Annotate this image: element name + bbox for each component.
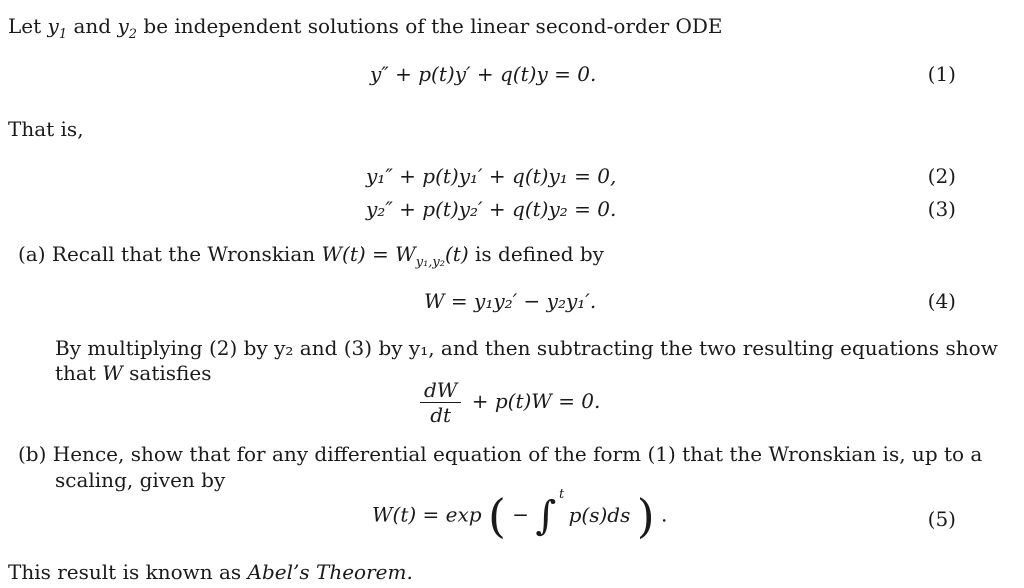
wronskian-ode: [420, 378, 600, 427]
integral-sign: ∫ t: [535, 487, 565, 539]
part-a-label: (a): [18, 242, 46, 266]
equation-3-number: (3): [927, 197, 956, 221]
part-a-line: [18, 241, 604, 270]
part-a-text-after: is defined by: [475, 242, 604, 266]
intro-let: Let: [8, 14, 42, 38]
equation-1-number: (1): [927, 62, 956, 86]
part-a-wronskian-expr: $W(t) = W_{y_1,y_2}(t)$: [321, 242, 469, 270]
part-a-text-before: Recall that the Wronskian: [51, 242, 316, 266]
part-b-label: (b): [18, 442, 47, 466]
equation-2-number: (2): [927, 164, 956, 188]
equation-2: y₁″ + p(t)y₁′ + q(t)y₁ = 0,: [366, 164, 617, 188]
equation-4-number: (4): [927, 289, 956, 313]
intro-y1: $y_1$: [47, 14, 68, 42]
intro-and: and: [73, 14, 112, 38]
abel-theorem-name: Abel’s Theorem.: [247, 560, 413, 584]
equation-3: y₂″ + p(t)y₂′ + q(t)y₂ = 0.: [366, 197, 617, 221]
equation-1: y″ + p(t)y′ + q(t)y = 0.: [370, 62, 597, 86]
part-b-line1: (b) Hence, show that for any differential equation of the form (1) that the Wronskian is, up to a: [18, 442, 983, 466]
equation-4: W = y₁y₂′ − y₂y₁′.: [424, 289, 597, 313]
that-is-text: That is,: [8, 117, 84, 141]
part-b-line2: scaling, given by: [55, 468, 226, 492]
intro-line: [8, 13, 723, 42]
equation-5-number: (5): [927, 507, 956, 531]
intro-y2: $y_2$: [117, 14, 138, 42]
part-a-body-line2: that W satisfies: [55, 361, 212, 385]
dW-dt-fraction: $\frac{dW}{dt}$: [420, 378, 461, 427]
wronskian-ode-rest: + p(t)W = 0.: [471, 389, 601, 413]
closing-line: This result is known as Abel’s Theorem.: [8, 560, 413, 584]
intro-rest: be independent solutions of the linear second-order ODE: [143, 14, 723, 38]
part-a-body-line1: By multiplying (2) by y₂ and (3) by y₁, and then subtracting the two resulting equations show: [55, 336, 998, 360]
equation-5: W(t) = exp ( − ∫ t p(s)ds ) .: [372, 487, 668, 543]
